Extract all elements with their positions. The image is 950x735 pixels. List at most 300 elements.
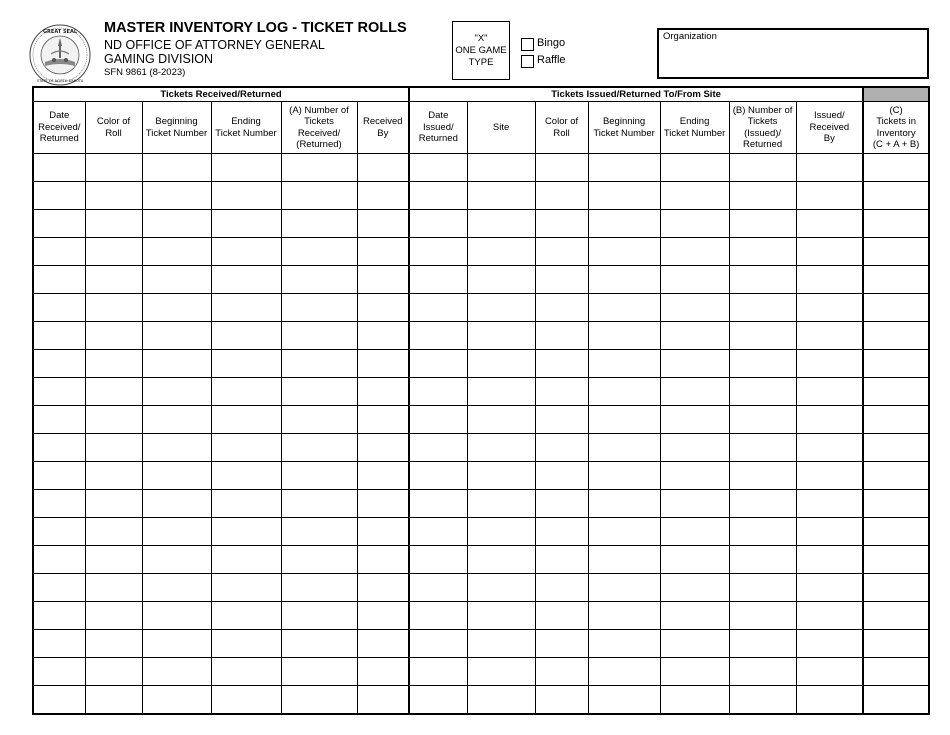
table-cell[interactable] bbox=[588, 546, 660, 574]
table-cell[interactable] bbox=[33, 518, 85, 546]
table-cell[interactable] bbox=[863, 378, 929, 406]
table-cell[interactable] bbox=[535, 462, 588, 490]
table-cell[interactable] bbox=[211, 182, 281, 210]
table-cell[interactable] bbox=[409, 602, 467, 630]
table-cell[interactable] bbox=[467, 154, 535, 182]
table-cell[interactable] bbox=[467, 602, 535, 630]
table-cell[interactable] bbox=[33, 574, 85, 602]
table-cell[interactable] bbox=[588, 462, 660, 490]
table-cell[interactable] bbox=[85, 462, 142, 490]
table-cell[interactable] bbox=[357, 406, 409, 434]
table-cell[interactable] bbox=[281, 210, 357, 238]
table-cell[interactable] bbox=[535, 378, 588, 406]
table-cell[interactable] bbox=[33, 294, 85, 322]
table-cell[interactable] bbox=[467, 630, 535, 658]
table-cell[interactable] bbox=[660, 154, 729, 182]
table-cell[interactable] bbox=[211, 238, 281, 266]
table-cell[interactable] bbox=[357, 546, 409, 574]
table-cell[interactable] bbox=[33, 238, 85, 266]
table-cell[interactable] bbox=[357, 238, 409, 266]
table-cell[interactable] bbox=[660, 294, 729, 322]
table-row bbox=[33, 490, 929, 518]
table-cell[interactable] bbox=[729, 266, 796, 294]
table-cell[interactable] bbox=[467, 658, 535, 686]
table-cell[interactable] bbox=[409, 658, 467, 686]
table-cell[interactable] bbox=[85, 266, 142, 294]
table-cell[interactable] bbox=[281, 686, 357, 715]
table-cell[interactable] bbox=[409, 630, 467, 658]
table-cell[interactable] bbox=[863, 322, 929, 350]
table-cell[interactable] bbox=[729, 574, 796, 602]
table-cell[interactable] bbox=[33, 350, 85, 378]
table-cell[interactable] bbox=[409, 546, 467, 574]
table-cell[interactable] bbox=[281, 434, 357, 462]
table-cell[interactable] bbox=[660, 406, 729, 434]
table-cell[interactable] bbox=[357, 602, 409, 630]
table-cell[interactable] bbox=[729, 490, 796, 518]
table-cell[interactable] bbox=[588, 658, 660, 686]
table-cell[interactable] bbox=[142, 546, 211, 574]
table-cell[interactable] bbox=[863, 574, 929, 602]
table-cell[interactable] bbox=[85, 602, 142, 630]
table-cell[interactable] bbox=[409, 350, 467, 378]
column-header-line: Beginning bbox=[602, 116, 646, 127]
table-cell[interactable] bbox=[535, 154, 588, 182]
table-cell[interactable] bbox=[142, 462, 211, 490]
column-header-line: Ticket Number bbox=[145, 127, 208, 139]
table-row bbox=[33, 602, 929, 630]
table-cell[interactable] bbox=[729, 686, 796, 715]
table-cell[interactable] bbox=[142, 518, 211, 546]
table-cell[interactable] bbox=[796, 350, 863, 378]
table-cell[interactable] bbox=[535, 210, 588, 238]
table-cell[interactable] bbox=[211, 686, 281, 715]
table-cell[interactable] bbox=[796, 434, 863, 462]
table-cell[interactable] bbox=[535, 406, 588, 434]
table-cell[interactable] bbox=[85, 686, 142, 715]
table-cell[interactable] bbox=[467, 406, 535, 434]
table-cell[interactable] bbox=[281, 350, 357, 378]
table-cell[interactable] bbox=[660, 574, 729, 602]
table-cell[interactable] bbox=[467, 294, 535, 322]
bingo-checkbox[interactable] bbox=[521, 38, 534, 51]
table-cell[interactable] bbox=[409, 434, 467, 462]
table-cell[interactable] bbox=[357, 630, 409, 658]
table-cell[interactable] bbox=[660, 238, 729, 266]
table-cell[interactable] bbox=[357, 294, 409, 322]
table-cell[interactable] bbox=[211, 546, 281, 574]
table-cell[interactable] bbox=[588, 210, 660, 238]
table-cell[interactable] bbox=[357, 350, 409, 378]
table-cell[interactable] bbox=[796, 182, 863, 210]
table-cell[interactable] bbox=[85, 154, 142, 182]
table-cell[interactable] bbox=[33, 154, 85, 182]
table-cell[interactable] bbox=[729, 518, 796, 546]
table-row bbox=[33, 294, 929, 322]
table-cell[interactable] bbox=[211, 210, 281, 238]
table-cell[interactable] bbox=[281, 238, 357, 266]
column-header-line: By bbox=[823, 133, 835, 145]
table-cell[interactable] bbox=[211, 658, 281, 686]
table-cell[interactable] bbox=[85, 630, 142, 658]
table-cell[interactable] bbox=[211, 378, 281, 406]
table-cell[interactable] bbox=[796, 518, 863, 546]
table-cell[interactable] bbox=[796, 238, 863, 266]
table-cell[interactable] bbox=[660, 210, 729, 238]
table-cell[interactable] bbox=[796, 490, 863, 518]
table-cell[interactable] bbox=[211, 462, 281, 490]
table-cell[interactable] bbox=[33, 322, 85, 350]
table-cell[interactable] bbox=[729, 294, 796, 322]
table-cell[interactable] bbox=[660, 182, 729, 210]
table-cell[interactable] bbox=[211, 630, 281, 658]
table-cell[interactable] bbox=[33, 182, 85, 210]
table-cell[interactable] bbox=[357, 154, 409, 182]
table-cell[interactable] bbox=[588, 518, 660, 546]
table-cell[interactable] bbox=[729, 210, 796, 238]
table-cell[interactable] bbox=[729, 546, 796, 574]
table-cell[interactable] bbox=[467, 350, 535, 378]
table-cell[interactable] bbox=[660, 602, 729, 630]
table-cell[interactable] bbox=[729, 434, 796, 462]
table-cell[interactable] bbox=[588, 686, 660, 715]
table-cell[interactable] bbox=[863, 238, 929, 266]
table-cell[interactable] bbox=[467, 434, 535, 462]
table-cell[interactable] bbox=[660, 490, 729, 518]
table-cell[interactable] bbox=[467, 574, 535, 602]
table-cell[interactable] bbox=[535, 658, 588, 686]
table-cell[interactable] bbox=[409, 154, 467, 182]
table-cell[interactable] bbox=[467, 546, 535, 574]
table-cell[interactable] bbox=[863, 266, 929, 294]
table-cell[interactable] bbox=[281, 602, 357, 630]
table-cell[interactable] bbox=[142, 350, 211, 378]
table-cell[interactable] bbox=[142, 266, 211, 294]
table-cell[interactable] bbox=[588, 434, 660, 462]
table-cell[interactable] bbox=[863, 462, 929, 490]
table-cell[interactable] bbox=[729, 378, 796, 406]
table-cell[interactable] bbox=[796, 210, 863, 238]
table-cell[interactable] bbox=[863, 294, 929, 322]
table-row bbox=[33, 574, 929, 602]
table-cell[interactable] bbox=[660, 518, 729, 546]
table-cell[interactable] bbox=[142, 210, 211, 238]
table-cell[interactable] bbox=[142, 238, 211, 266]
table-cell[interactable] bbox=[467, 182, 535, 210]
table-cell[interactable] bbox=[796, 686, 863, 715]
table-cell[interactable] bbox=[211, 434, 281, 462]
table-cell[interactable] bbox=[85, 350, 142, 378]
table-cell[interactable] bbox=[142, 602, 211, 630]
table-row bbox=[33, 406, 929, 434]
table-cell[interactable] bbox=[281, 154, 357, 182]
table-cell[interactable] bbox=[863, 154, 929, 182]
table-cell[interactable] bbox=[281, 294, 357, 322]
table-cell[interactable] bbox=[142, 686, 211, 715]
table-cell[interactable] bbox=[281, 546, 357, 574]
table-cell[interactable] bbox=[588, 266, 660, 294]
table-cell[interactable] bbox=[863, 602, 929, 630]
table-cell[interactable] bbox=[85, 294, 142, 322]
table-cell[interactable] bbox=[211, 518, 281, 546]
table-cell[interactable] bbox=[535, 182, 588, 210]
table-cell[interactable] bbox=[660, 630, 729, 658]
table-cell[interactable] bbox=[142, 378, 211, 406]
table-cell[interactable] bbox=[281, 658, 357, 686]
table-cell[interactable] bbox=[660, 546, 729, 574]
table-cell[interactable] bbox=[409, 462, 467, 490]
table-cell[interactable] bbox=[33, 602, 85, 630]
table-cell[interactable] bbox=[863, 686, 929, 715]
table-cell[interactable] bbox=[357, 574, 409, 602]
table-cell[interactable] bbox=[863, 546, 929, 574]
table-cell[interactable] bbox=[729, 602, 796, 630]
table-cell[interactable] bbox=[33, 462, 85, 490]
table-cell[interactable] bbox=[85, 210, 142, 238]
column-header bbox=[409, 102, 467, 154]
table-cell[interactable] bbox=[85, 546, 142, 574]
table-cell[interactable] bbox=[357, 182, 409, 210]
table-cell[interactable] bbox=[660, 462, 729, 490]
table-cell[interactable] bbox=[660, 434, 729, 462]
table-cell[interactable] bbox=[660, 322, 729, 350]
table-cell[interactable] bbox=[357, 518, 409, 546]
table-cell[interactable] bbox=[142, 658, 211, 686]
table-cell[interactable] bbox=[535, 350, 588, 378]
table-cell[interactable] bbox=[409, 238, 467, 266]
table-cell[interactable] bbox=[467, 518, 535, 546]
table-cell[interactable] bbox=[863, 518, 929, 546]
table-cell[interactable] bbox=[211, 350, 281, 378]
table-cell[interactable] bbox=[142, 574, 211, 602]
table-cell[interactable] bbox=[535, 686, 588, 715]
column-header bbox=[863, 102, 929, 154]
table-cell[interactable] bbox=[281, 630, 357, 658]
table-cell[interactable] bbox=[142, 406, 211, 434]
table-cell[interactable] bbox=[535, 490, 588, 518]
table-cell[interactable] bbox=[357, 686, 409, 715]
table-cell[interactable] bbox=[142, 322, 211, 350]
table-cell[interactable] bbox=[796, 546, 863, 574]
table-cell[interactable] bbox=[729, 462, 796, 490]
table-cell[interactable] bbox=[33, 686, 85, 715]
table-cell[interactable] bbox=[33, 210, 85, 238]
table-cell[interactable] bbox=[142, 154, 211, 182]
table-cell[interactable] bbox=[357, 210, 409, 238]
table-cell[interactable] bbox=[796, 322, 863, 350]
table-cell[interactable] bbox=[409, 686, 467, 715]
table-cell[interactable] bbox=[467, 378, 535, 406]
table-cell[interactable] bbox=[85, 378, 142, 406]
table-cell[interactable] bbox=[33, 434, 85, 462]
table-cell[interactable] bbox=[211, 406, 281, 434]
table-cell[interactable] bbox=[281, 518, 357, 546]
table-cell[interactable] bbox=[409, 210, 467, 238]
table-cell[interactable] bbox=[729, 658, 796, 686]
table-cell[interactable] bbox=[85, 518, 142, 546]
table-cell[interactable] bbox=[142, 490, 211, 518]
table-cell[interactable] bbox=[211, 602, 281, 630]
table-cell[interactable] bbox=[588, 182, 660, 210]
table-cell[interactable] bbox=[729, 630, 796, 658]
table-cell[interactable] bbox=[142, 294, 211, 322]
table-cell[interactable] bbox=[211, 490, 281, 518]
table-cell[interactable] bbox=[409, 406, 467, 434]
table-cell[interactable] bbox=[535, 294, 588, 322]
table-cell[interactable] bbox=[796, 294, 863, 322]
table-cell[interactable] bbox=[535, 630, 588, 658]
table-cell[interactable] bbox=[85, 182, 142, 210]
table-cell[interactable] bbox=[863, 406, 929, 434]
table-cell[interactable] bbox=[660, 350, 729, 378]
table-cell[interactable] bbox=[729, 322, 796, 350]
table-cell[interactable] bbox=[85, 238, 142, 266]
raffle-label: Raffle bbox=[537, 54, 566, 66]
table-cell[interactable] bbox=[467, 490, 535, 518]
raffle-checkbox[interactable] bbox=[521, 55, 534, 68]
table-cell[interactable] bbox=[85, 434, 142, 462]
table-cell[interactable] bbox=[796, 658, 863, 686]
table-cell[interactable] bbox=[211, 154, 281, 182]
table-cell[interactable] bbox=[535, 602, 588, 630]
table-cell[interactable] bbox=[863, 210, 929, 238]
table-cell[interactable] bbox=[85, 322, 142, 350]
table-cell[interactable] bbox=[796, 574, 863, 602]
column-header bbox=[796, 102, 863, 154]
table-cell[interactable] bbox=[211, 266, 281, 294]
table-cell[interactable] bbox=[142, 630, 211, 658]
table-cell[interactable] bbox=[588, 322, 660, 350]
table-cell[interactable] bbox=[467, 462, 535, 490]
table-cell[interactable] bbox=[281, 322, 357, 350]
table-cell[interactable] bbox=[796, 630, 863, 658]
table-cell[interactable] bbox=[535, 518, 588, 546]
table-cell[interactable] bbox=[85, 574, 142, 602]
table-cell[interactable] bbox=[357, 490, 409, 518]
table-cell[interactable] bbox=[467, 322, 535, 350]
table-cell[interactable] bbox=[33, 266, 85, 294]
table-cell[interactable] bbox=[796, 602, 863, 630]
table-cell[interactable] bbox=[357, 322, 409, 350]
table-cell[interactable] bbox=[357, 266, 409, 294]
organization-field[interactable] bbox=[657, 28, 929, 79]
table-cell[interactable] bbox=[660, 658, 729, 686]
table-cell[interactable] bbox=[588, 490, 660, 518]
table-cell[interactable] bbox=[588, 630, 660, 658]
table-cell[interactable] bbox=[281, 182, 357, 210]
table-cell[interactable] bbox=[588, 294, 660, 322]
table-cell[interactable] bbox=[535, 238, 588, 266]
table-cell[interactable] bbox=[863, 434, 929, 462]
table-cell[interactable] bbox=[729, 406, 796, 434]
table-cell[interactable] bbox=[588, 154, 660, 182]
table-cell[interactable] bbox=[660, 686, 729, 715]
table-cell[interactable] bbox=[211, 294, 281, 322]
table-cell[interactable] bbox=[588, 602, 660, 630]
table-cell[interactable] bbox=[357, 658, 409, 686]
table-cell[interactable] bbox=[796, 462, 863, 490]
table-cell[interactable] bbox=[33, 546, 85, 574]
table-cell[interactable] bbox=[211, 322, 281, 350]
table-cell[interactable] bbox=[863, 350, 929, 378]
table-cell[interactable] bbox=[729, 238, 796, 266]
table-cell[interactable] bbox=[863, 490, 929, 518]
table-cell[interactable] bbox=[85, 490, 142, 518]
table-cell[interactable] bbox=[467, 266, 535, 294]
table-cell[interactable] bbox=[409, 574, 467, 602]
table-cell[interactable] bbox=[660, 378, 729, 406]
table-cell[interactable] bbox=[588, 574, 660, 602]
table-cell[interactable] bbox=[281, 406, 357, 434]
table-cell[interactable] bbox=[467, 238, 535, 266]
table-cell[interactable] bbox=[409, 294, 467, 322]
table-row bbox=[33, 518, 929, 546]
table-cell[interactable] bbox=[281, 266, 357, 294]
table-cell[interactable] bbox=[211, 574, 281, 602]
table-cell[interactable] bbox=[33, 658, 85, 686]
table-cell[interactable] bbox=[863, 658, 929, 686]
table-cell[interactable] bbox=[588, 350, 660, 378]
table-cell[interactable] bbox=[33, 490, 85, 518]
table-cell[interactable] bbox=[729, 154, 796, 182]
table-cell[interactable] bbox=[409, 490, 467, 518]
table-cell[interactable] bbox=[281, 462, 357, 490]
table-cell[interactable] bbox=[409, 378, 467, 406]
table-cell[interactable] bbox=[467, 210, 535, 238]
table-cell[interactable] bbox=[796, 154, 863, 182]
table-cell[interactable] bbox=[33, 406, 85, 434]
table-cell[interactable] bbox=[535, 546, 588, 574]
table-cell[interactable] bbox=[796, 378, 863, 406]
table-cell[interactable] bbox=[588, 238, 660, 266]
table-cell[interactable] bbox=[796, 266, 863, 294]
table-cell[interactable] bbox=[85, 406, 142, 434]
table-cell[interactable] bbox=[281, 574, 357, 602]
column-header-line: Color of bbox=[96, 116, 131, 127]
table-cell[interactable] bbox=[467, 686, 535, 715]
table-cell[interactable] bbox=[85, 658, 142, 686]
table-cell[interactable] bbox=[660, 266, 729, 294]
table-cell[interactable] bbox=[535, 574, 588, 602]
table-cell[interactable] bbox=[863, 182, 929, 210]
table-cell[interactable] bbox=[863, 630, 929, 658]
table-cell[interactable] bbox=[281, 378, 357, 406]
table-cell[interactable] bbox=[33, 378, 85, 406]
table-cell[interactable] bbox=[729, 182, 796, 210]
group-header-blank bbox=[863, 87, 929, 102]
table-cell[interactable] bbox=[281, 490, 357, 518]
table-cell[interactable] bbox=[142, 182, 211, 210]
table-cell[interactable] bbox=[409, 182, 467, 210]
table-cell[interactable] bbox=[796, 406, 863, 434]
table-cell[interactable] bbox=[535, 266, 588, 294]
table-cell[interactable] bbox=[142, 434, 211, 462]
table-row bbox=[33, 546, 929, 574]
table-row bbox=[33, 462, 929, 490]
table-cell[interactable] bbox=[357, 378, 409, 406]
table-cell[interactable] bbox=[409, 322, 467, 350]
table-cell[interactable] bbox=[409, 266, 467, 294]
table-cell[interactable] bbox=[409, 518, 467, 546]
table-cell[interactable] bbox=[535, 322, 588, 350]
table-cell[interactable] bbox=[357, 434, 409, 462]
table-cell[interactable] bbox=[729, 350, 796, 378]
table-cell[interactable] bbox=[357, 462, 409, 490]
table-cell[interactable] bbox=[588, 406, 660, 434]
table-cell[interactable] bbox=[33, 630, 85, 658]
table-cell[interactable] bbox=[588, 378, 660, 406]
table-cell[interactable] bbox=[535, 434, 588, 462]
